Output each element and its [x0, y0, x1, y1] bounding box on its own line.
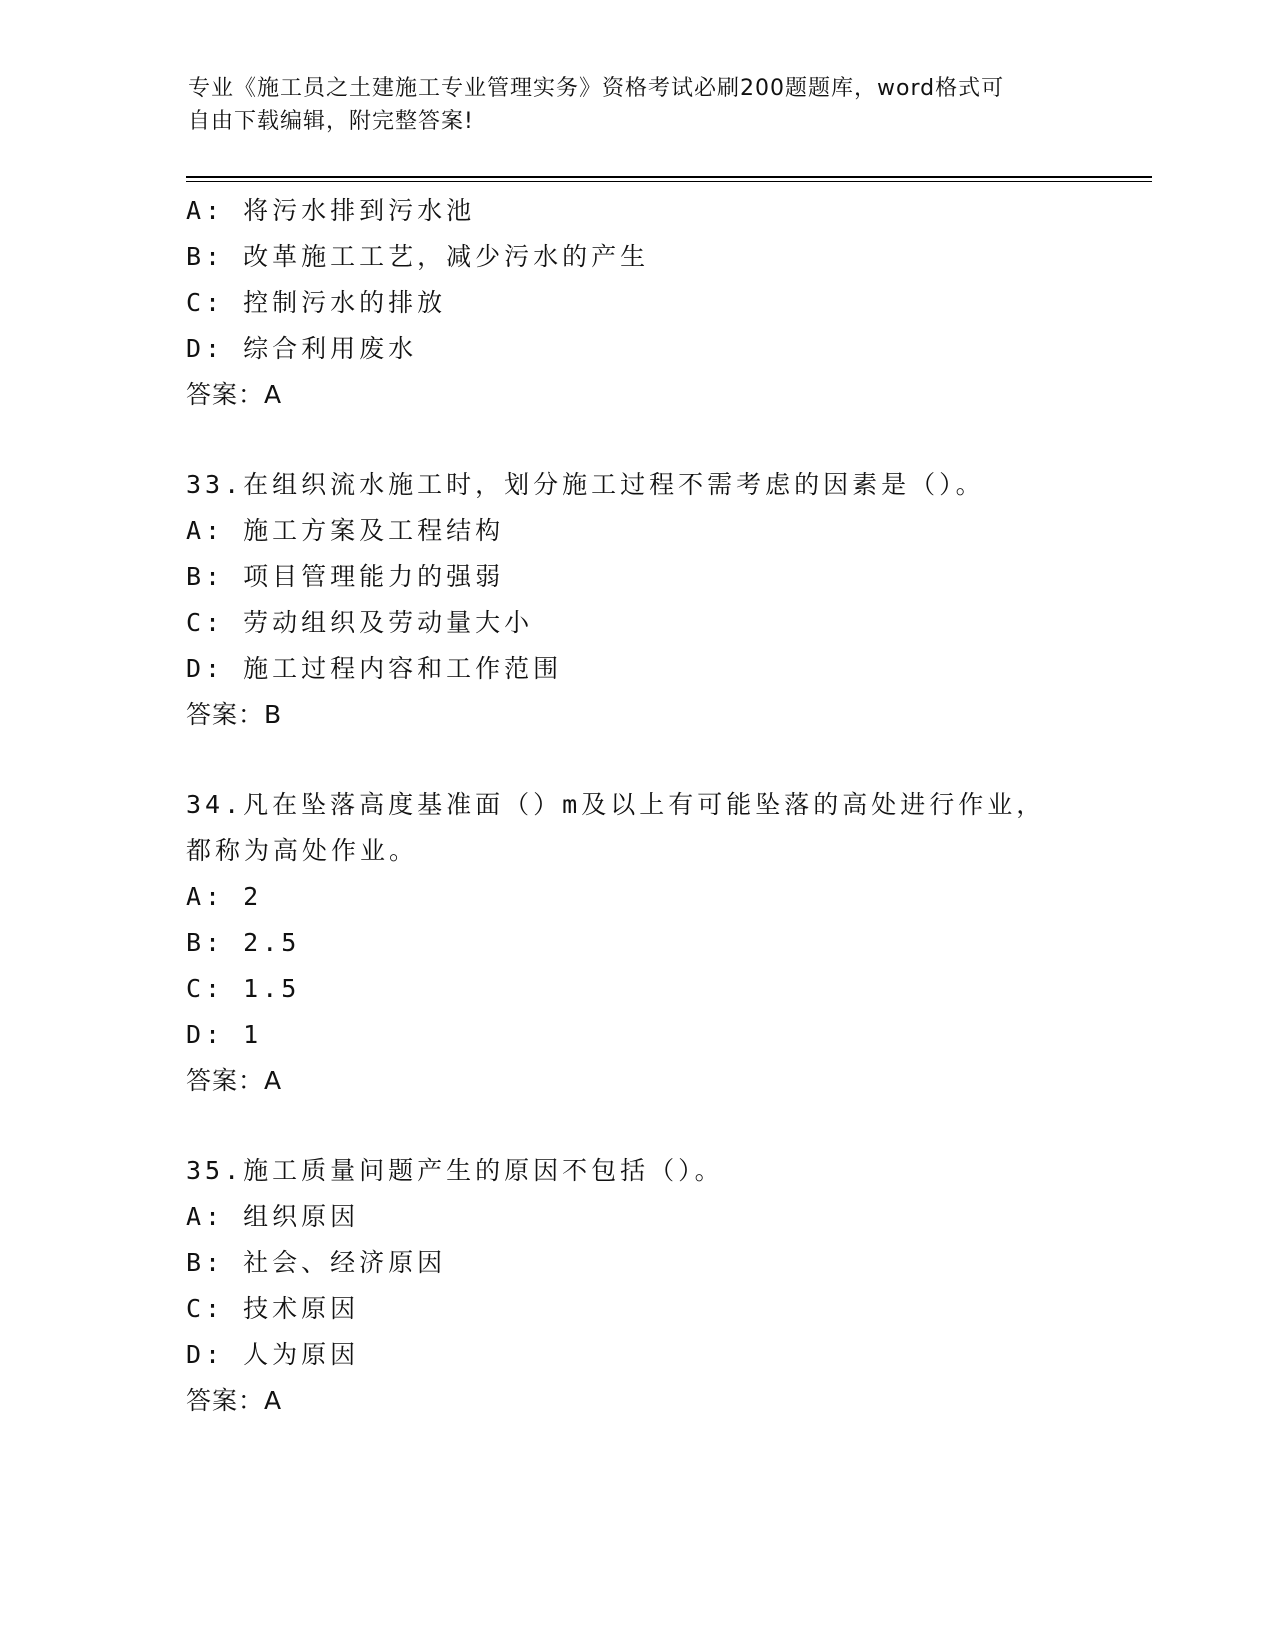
header-line-1: 专业《施工员之土建施工专业管理实务》资格考试必刷200题题库，word格式可	[188, 76, 1005, 101]
option-b: B: 项目管理能力的强弱	[186, 562, 505, 591]
question-stem: 35.施工质量问题产生的原因不包括（）。	[186, 1156, 724, 1185]
option-c: C: 控制污水的排放	[186, 288, 447, 317]
option-b: B: 2.5	[186, 928, 301, 957]
header-divider-thin	[186, 181, 1152, 182]
option-a: A: 施工方案及工程结构	[186, 516, 505, 545]
question-33	[186, 462, 1086, 738]
option-b: B: 社会、经济原因	[186, 1248, 447, 1277]
question-35	[186, 1148, 1086, 1424]
spacer	[186, 738, 1086, 782]
spacer	[186, 418, 1086, 462]
question-stem: 34.凡在坠落高度基准面（）m及以上有可能坠落的高处进行作业，都称为高处作业。	[186, 790, 1046, 865]
option-a: A: 2	[186, 882, 263, 911]
answer: 答案：A	[186, 1386, 283, 1415]
option-d: D: 人为原因	[186, 1340, 360, 1369]
question-34	[186, 782, 1086, 1104]
option-c: C: 技术原因	[186, 1294, 360, 1323]
answer: 答案：A	[186, 1066, 283, 1095]
question-stem: 33.在组织流水施工时，划分施工过程不需考虑的因素是（）。	[186, 470, 985, 499]
option-a: A: 将污水排到污水池	[186, 196, 476, 225]
answer: 答案：A	[186, 380, 283, 409]
question-list	[186, 188, 1086, 1424]
option-d: D: 1	[186, 1020, 263, 1049]
option-c: C: 1.5	[186, 974, 301, 1003]
question-32-continuation	[186, 188, 1086, 418]
option-d: D: 综合利用废水	[186, 334, 418, 363]
option-a: A: 组织原因	[186, 1202, 360, 1231]
document-header	[188, 72, 1088, 138]
option-c: C: 劳动组织及劳动量大小	[186, 608, 534, 637]
answer: 答案：B	[186, 700, 283, 729]
spacer	[186, 1104, 1086, 1148]
option-d: D: 施工过程内容和工作范围	[186, 654, 563, 683]
header-line-2: 自由下载编辑，附完整答案!	[188, 109, 474, 134]
header-divider-thick	[186, 176, 1152, 178]
option-b: B: 改革施工工艺，减少污水的产生	[186, 242, 650, 271]
